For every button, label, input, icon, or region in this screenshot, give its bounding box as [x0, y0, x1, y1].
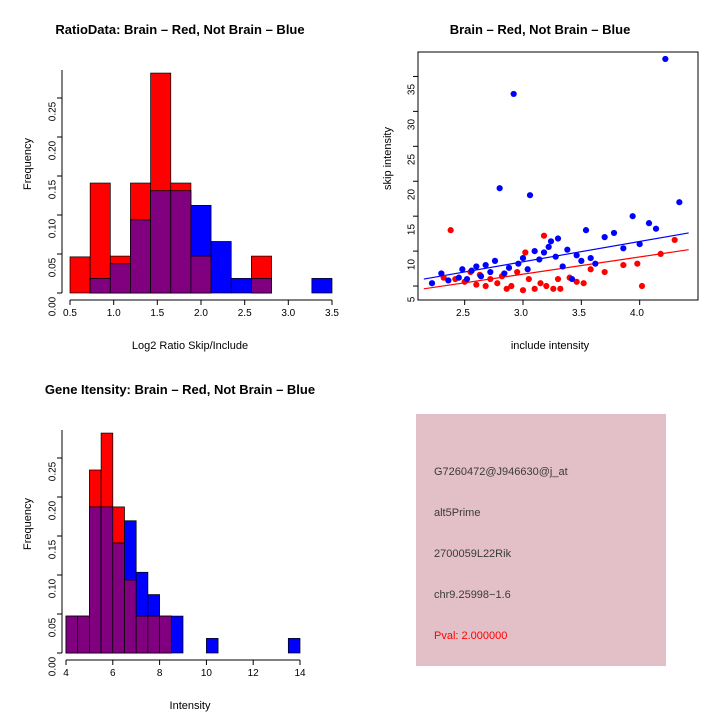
scatter-point — [548, 238, 554, 244]
info-pval: Pval: 2.000000 — [434, 630, 508, 642]
scatter-point — [525, 266, 531, 272]
histogram-ratio-ylabel: Frequency — [22, 138, 34, 190]
scatter-ytick: 35 — [406, 83, 418, 96]
histogram-intensity-xtick: 12 — [247, 668, 259, 679]
hist-bar-overlap — [251, 278, 271, 293]
scatter-point — [672, 237, 678, 243]
histogram-intensity-xlabel: Intensity — [169, 700, 211, 712]
histogram-intensity-ylabel: Frequency — [22, 498, 34, 550]
scatter-point — [588, 255, 594, 261]
scatter-point — [492, 258, 498, 264]
info-probeset-id: G7260472@J946630@j_at — [434, 466, 568, 478]
scatter-point — [483, 262, 489, 268]
scatter-point — [478, 273, 484, 279]
scatter-point — [676, 199, 682, 205]
hist-bar-overlap — [148, 616, 160, 653]
histogram-ratio-title: RatioData: Brain – Red, Not Brain – Blue — [55, 22, 305, 37]
hist-bar-overlap — [125, 580, 137, 653]
scatter-point — [487, 276, 493, 282]
scatter-point — [438, 270, 444, 276]
scatter-point — [546, 244, 552, 250]
histogram-intensity-xtick: 4 — [63, 668, 69, 679]
hist-bar-notbrain — [211, 241, 231, 293]
hist-bar-overlap — [78, 616, 90, 653]
histogram-ratio-xtick: 3.0 — [281, 308, 296, 319]
hist-bar-notbrain — [312, 278, 332, 293]
scatter-point — [527, 192, 533, 198]
info-event-type: alt5Prime — [434, 507, 481, 519]
scatter-point — [532, 248, 538, 254]
scatter-point — [578, 258, 584, 264]
scatter-point — [464, 276, 470, 282]
scatter-xtick: 4.0 — [630, 308, 644, 319]
hist-bar-overlap — [66, 616, 78, 653]
hist-bar-overlap — [90, 278, 110, 293]
histogram-ratio-ytick: 0.05 — [47, 257, 59, 278]
histogram-intensity-ytick: 0.25 — [47, 461, 59, 482]
hist-bar-overlap — [171, 191, 191, 293]
histogram-ratio-xtick: 3.5 — [325, 308, 339, 319]
scatter-point — [445, 277, 451, 283]
scatter-point — [658, 251, 664, 257]
histogram-ratio-xlabel: Log2 Ratio Skip/Include — [131, 340, 249, 352]
scatter-point — [456, 275, 462, 281]
scatter-point — [634, 261, 640, 267]
hist-bar-notbrain — [231, 278, 251, 293]
hist-bar-overlap — [110, 264, 130, 293]
scatter-title: Brain – Red, Not Brain – Blue — [449, 22, 631, 37]
scatter-point — [581, 280, 587, 286]
scatter-xlabel: include intensity — [510, 340, 590, 352]
scatter-point — [569, 276, 575, 282]
hist-bar-brain — [90, 183, 110, 293]
scatter-point — [637, 241, 643, 247]
histogram-intensity-xtick: 8 — [156, 668, 163, 679]
scatter-point — [555, 235, 561, 241]
scatter-point — [611, 230, 617, 236]
histogram-intensity-ytick: 0.20 — [47, 500, 59, 521]
scatter-point — [620, 262, 626, 268]
histogram-ratio-ytick: 0.10 — [47, 218, 59, 239]
scatter-point — [662, 56, 668, 62]
histogram-ratio-xtick: 0.5 — [63, 308, 77, 319]
scatter-point — [520, 255, 526, 261]
scatter-point — [473, 263, 479, 269]
scatter-point — [543, 283, 549, 289]
scatter-point — [574, 252, 580, 258]
info-locus: chr9.25998−1.6 — [434, 589, 511, 601]
scatter-point — [602, 234, 608, 240]
scatter-point — [555, 276, 561, 282]
scatter-ytick: 15 — [406, 223, 418, 236]
scatter-point — [520, 287, 526, 293]
scatter-point — [553, 254, 559, 260]
scatter-point — [532, 286, 538, 292]
scatter-point — [494, 280, 500, 286]
scatter-xtick: 2.5 — [456, 308, 470, 319]
scatter-point — [536, 256, 542, 262]
scatter-point — [514, 269, 520, 275]
scatter-point — [487, 269, 493, 275]
scatter-point — [620, 245, 626, 251]
scatter-point — [560, 263, 566, 269]
scatter-ytick: 5 — [406, 296, 418, 303]
histogram-intensity-ytick: 0.10 — [47, 578, 59, 599]
info-gene-symbol: 2700059L22Rik — [434, 548, 512, 560]
scatter-ytick: 25 — [406, 153, 418, 166]
scatter-point — [557, 286, 563, 292]
histogram-ratio-xtick: 1.0 — [106, 308, 121, 319]
hist-bar-overlap — [160, 616, 172, 653]
scatter-point — [588, 266, 594, 272]
histogram-ratio-xtick: 1.5 — [150, 308, 165, 319]
scatter-ytick: 20 — [406, 188, 418, 201]
histogram-ratio-panel — [0, 0, 360, 360]
scatter-point — [646, 220, 652, 226]
gene-info-box — [416, 414, 666, 666]
hist-bar-overlap — [136, 616, 148, 653]
scatter-point — [511, 91, 517, 97]
scatter-point — [526, 276, 532, 282]
scatter-point — [602, 269, 608, 275]
histogram-intensity-ytick: 0.05 — [47, 617, 59, 638]
scatter-point — [429, 280, 435, 286]
scatter-point — [515, 261, 521, 267]
hist-bar-notbrain — [171, 616, 183, 653]
scatter-point — [537, 280, 543, 286]
scatter-ylabel: skip intensity — [382, 127, 394, 190]
scatter-point — [541, 249, 547, 255]
scatter-point — [639, 283, 645, 289]
histogram-intensity-ytick: 0.15 — [47, 539, 59, 560]
scatter-xtick: 3.0 — [514, 308, 528, 319]
histogram-intensity-xtick: 6 — [110, 668, 116, 679]
scatter-panel — [360, 0, 720, 360]
histogram-ratio-ytick: 0.20 — [47, 140, 59, 161]
scatter-xtick: 3.5 — [572, 308, 586, 319]
hist-bar-brain — [70, 257, 90, 293]
scatter-point — [497, 185, 503, 191]
hist-bar-overlap — [101, 507, 113, 653]
hist-bar-overlap — [113, 543, 125, 653]
histogram-intensity-panel — [0, 360, 360, 720]
hist-bar-overlap — [151, 191, 171, 293]
hist-bar-notbrain — [206, 638, 218, 653]
histogram-intensity-xtick: 14 — [294, 668, 306, 679]
scatter-point — [541, 233, 547, 239]
scatter-point — [469, 268, 475, 274]
scatter-point — [653, 226, 659, 232]
histogram-ratio-ytick: 0.00 — [47, 296, 59, 317]
scatter-point — [459, 266, 465, 272]
scatter-point — [506, 265, 512, 271]
scatter-point — [448, 227, 454, 233]
scatter-ytick: 30 — [406, 118, 418, 131]
histogram-ratio-xtick: 2.0 — [194, 308, 208, 319]
hist-bar-overlap — [130, 220, 150, 293]
scatter-point — [592, 261, 598, 267]
scatter-point — [508, 283, 514, 289]
scatter-point — [550, 286, 556, 292]
scatter-point — [564, 247, 570, 253]
histogram-intensity-xtick: 10 — [200, 668, 212, 679]
histogram-intensity-title: Gene Itensity: Brain – Red, Not Brain – Blue — [44, 382, 316, 397]
scatter-point — [583, 227, 589, 233]
scatter-point — [501, 270, 507, 276]
hist-bar-notbrain — [288, 638, 300, 653]
scatter-point — [473, 282, 479, 288]
histogram-ratio-ytick: 0.15 — [47, 179, 59, 200]
hist-bar-overlap — [191, 256, 211, 293]
hist-bar-overlap — [89, 507, 101, 653]
histogram-intensity-ytick: 0.00 — [47, 656, 59, 677]
scatter-point — [630, 213, 636, 219]
scatter-ytick: 10 — [406, 258, 418, 271]
scatter-point — [522, 249, 528, 255]
histogram-ratio-xtick: 2.5 — [237, 308, 252, 319]
histogram-ratio-ytick: 0.25 — [47, 101, 59, 122]
scatter-point — [483, 283, 489, 289]
